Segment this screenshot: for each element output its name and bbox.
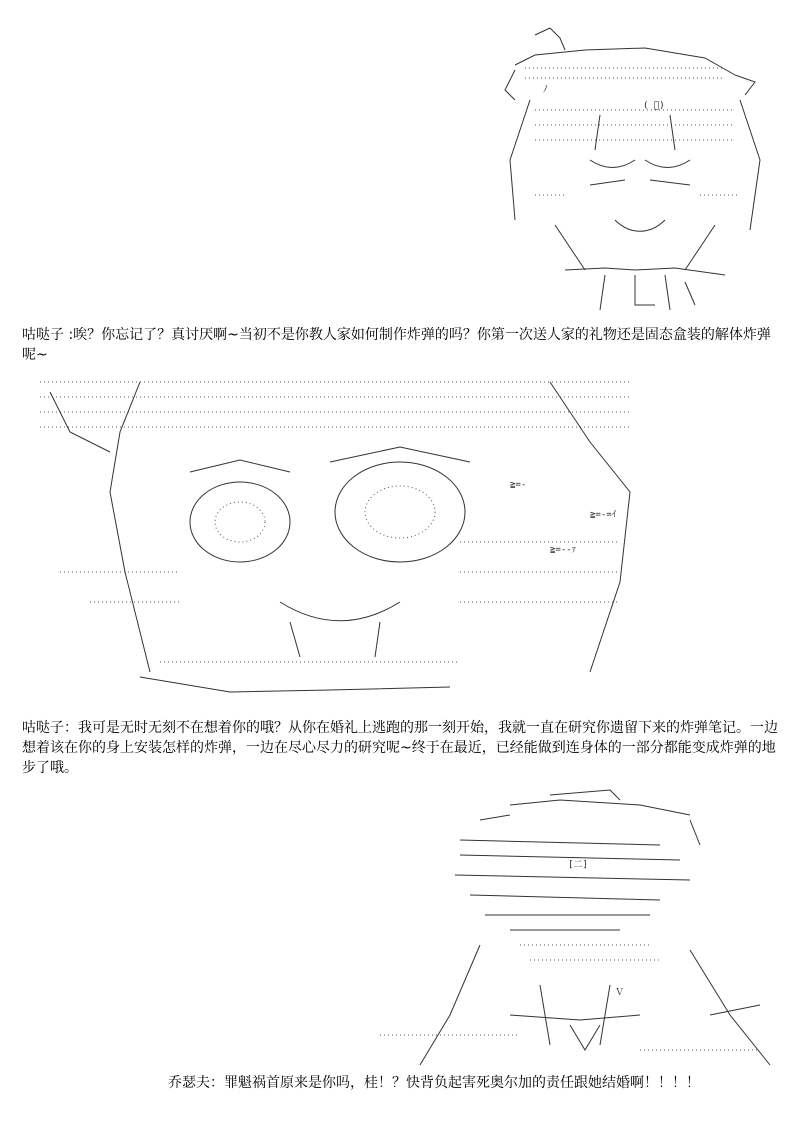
speaker-separator: ： — [64, 720, 78, 736]
ascii-art-drawing — [30, 372, 670, 712]
speaker-separator: : — [64, 327, 74, 343]
speaker-name: 乔瑟夫 — [168, 1075, 210, 1091]
dialogue-text: 我可是无时无刻不在想着你的哦？从你在婚礼上逃跑的那一刻开始，我就一直在研究你遗留下来的炸弹笔记。一边想着该在你的身上安装怎样的炸弹，一边在尽心尽力的研究呢~终于在最近，已经能做到连身体的一部分都能变成炸弹的地步了哦。 — [22, 720, 778, 776]
ascii-art-character-bottom-right — [360, 785, 780, 1070]
svg-text:≧=-=ｲ: ≧=-=ｲ — [590, 510, 617, 520]
svg-text:Ｖ: Ｖ — [615, 988, 625, 998]
ascii-art-drawing — [360, 785, 780, 1070]
dialogue-text: 唉？你忘记了？真讨厌啊~当初不是你教人家如何制作炸弹的吗？你第一次送人家的礼物还是固态盒装的解体炸弹呢~ — [22, 327, 771, 363]
ascii-art-drawing — [495, 20, 775, 310]
dialogue-panel-2 — [22, 718, 782, 778]
dialogue-panel-1 — [22, 325, 782, 365]
ascii-art-character-top-right — [495, 20, 775, 310]
svg-text:ﾉ: ﾉ — [543, 85, 548, 95]
speaker-name: 咕哒子 — [22, 720, 64, 736]
svg-text:≧=-: ≧=- — [510, 480, 527, 490]
ascii-art-character-closeup — [30, 372, 670, 712]
svg-text:≧=--ｧ: ≧=--ｧ — [550, 545, 577, 555]
dialogue-panel-3 — [168, 1073, 788, 1093]
speaker-separator: ： — [210, 1075, 224, 1091]
svg-text:[二]: [二] — [568, 860, 588, 870]
dialogue-text: 罪魁祸首原来是你吗，桂！？快背负起害死奥尔加的责任跟她结婚啊！！！！ — [224, 1075, 700, 1091]
speaker-name: 咕哒子 — [22, 327, 64, 343]
svg-text:( ﾟ): ( ﾟ) — [643, 101, 665, 111]
